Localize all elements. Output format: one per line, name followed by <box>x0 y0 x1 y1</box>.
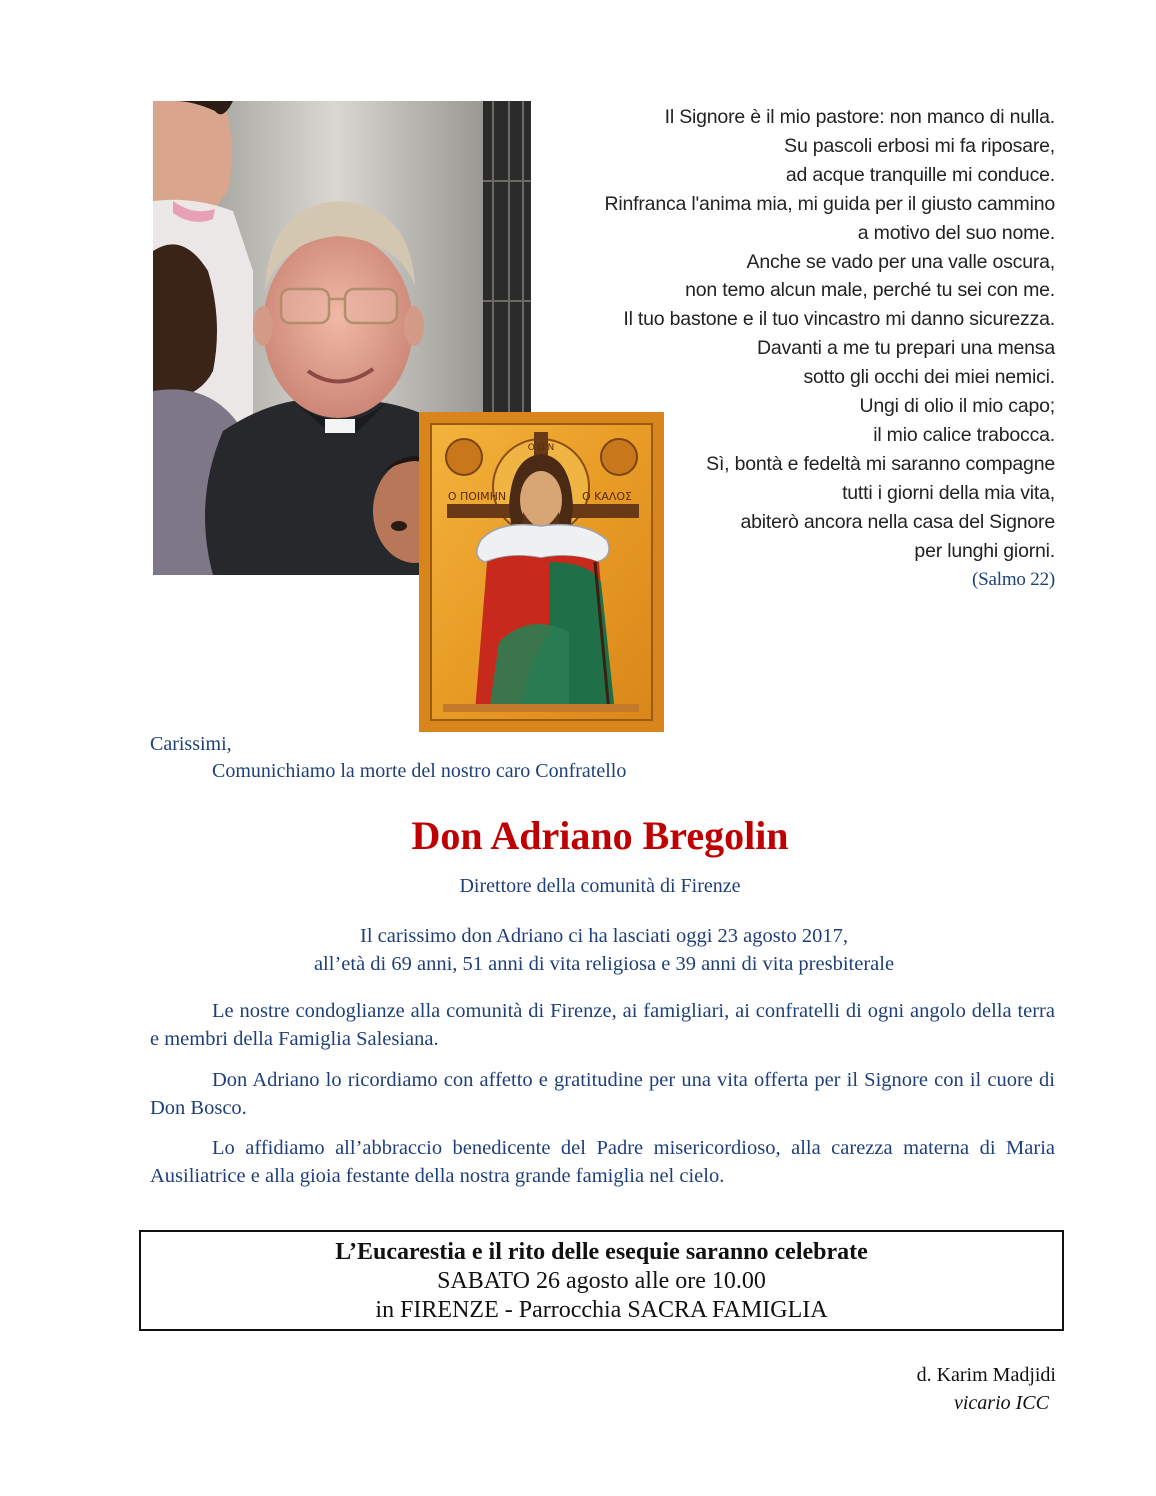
letter-intro: Comunichiamo la morte del nostro caro Confratello <box>212 760 627 782</box>
psalm-line: a motivo del suo nome. <box>857 221 1055 244</box>
icon-halo-letters: Ο Ω Ν <box>527 443 555 453</box>
condolence-paragraph: Le nostre condoglianze alla comunità di Firenze, ai famigliari, ai confratelli di ogni angolo della terra e membri della Famiglia Salesiana. <box>150 1000 1055 1050</box>
entrustment-paragraph: Lo affidiamo all’abbraccio benedicente del Padre misericordioso, alla carezza materna di Maria Ausiliatrice e alla gioia festante della nostra grande famiglia nel cielo. <box>150 1137 1055 1187</box>
psalm-line: Sì, bontà e fedeltà mi saranno compagne <box>706 452 1055 475</box>
psalm-line: Davanti a me tu prepari una mensa <box>757 337 1055 360</box>
icon-inscription-left: Ο ΠΟΙΜΗΝ <box>447 490 507 503</box>
funeral-info-box <box>139 1230 1064 1331</box>
deceased-role: Direttore della comunità di Firenze <box>459 875 741 897</box>
psalm-line: Anche se vado per una valle oscura, <box>746 250 1055 273</box>
psalm-line: non temo alcun male, perché tu sei con me. <box>685 279 1055 302</box>
letter-greeting: Carissimi, <box>150 733 232 755</box>
psalm-line: Su pascoli erbosi mi fa riposare, <box>784 134 1055 157</box>
remembrance-paragraph: Don Adriano lo ricordiamo con affetto e gratitudine per una vita offerta per il Signore con il cuore di Don Bosco. <box>150 1069 1055 1119</box>
psalm-line: per lunghi giorni. <box>914 539 1055 562</box>
signature-name: d. Karim Madjidi <box>916 1364 1056 1386</box>
funeral-date: SABATO 26 agosto alle ore 10.00 <box>437 1268 766 1294</box>
psalm-line: il mio calice trabocca. <box>873 423 1055 446</box>
deceased-name: Don Adriano Bregolin <box>411 813 789 858</box>
psalm-reference: (Salmo 22) <box>972 568 1055 590</box>
signature-role: vicario ICC <box>954 1392 1049 1414</box>
icon-inscription-right: Ο ΚΑΛΟΣ <box>581 490 633 503</box>
psalm-line: Ungi di olio il mio capo; <box>859 395 1055 418</box>
funeral-title: L’Eucarestia e il rito delle esequie saranno celebrate <box>335 1239 868 1265</box>
psalm-line: Il Signore è il mio pastore: non manco di nulla. <box>664 106 1055 128</box>
death-notice-line: all’età di 69 anni, 51 anni di vita religiosa e 39 anni di vita presbiterale <box>313 953 895 975</box>
psalm-line: abiterò ancora nella casa del Signore <box>740 510 1055 533</box>
psalm-line: tutti i giorni della mia vita, <box>842 481 1055 504</box>
death-notice <box>0 922 1156 978</box>
psalm-line: Rinfranca l'anima mia, mi guida per il giusto cammino <box>604 192 1055 215</box>
funeral-place: in FIRENZE - Parrocchia SACRA FAMIGLIA <box>375 1297 828 1323</box>
psalm-line: Il tuo bastone e il tuo vincastro mi danno sicurezza. <box>623 308 1055 331</box>
death-notice-line: Il carissimo don Adriano ci ha lasciati oggi 23 agosto 2017, <box>360 925 848 947</box>
psalm-text <box>495 103 1055 594</box>
psalm-line: sotto gli occhi dei miei nemici. <box>803 366 1055 389</box>
psalm-line: ad acque tranquille mi conduce. <box>785 163 1055 186</box>
